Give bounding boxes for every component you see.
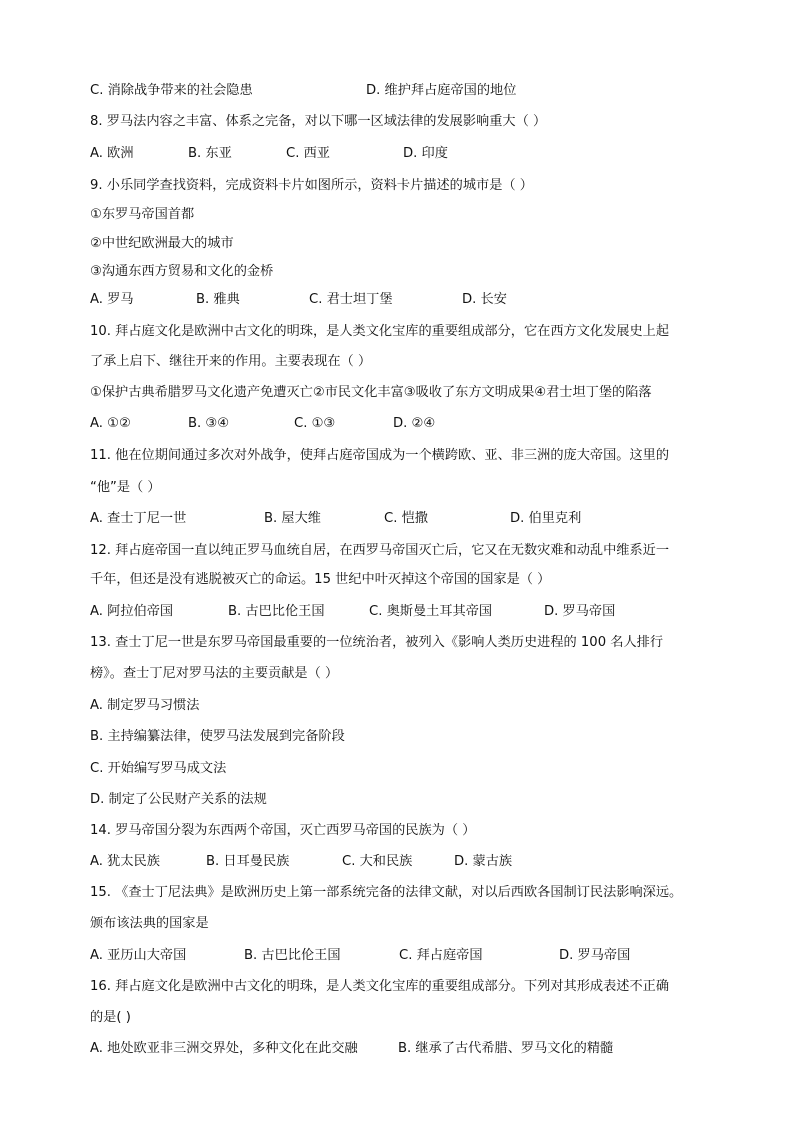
- q7-options-row: [90, 82, 517, 100]
- q10-option-c: C. ①③: [294, 416, 336, 431]
- q9-option-a: A. 罗马: [90, 292, 134, 307]
- q12-option-b: B. 古巴比伦王国: [228, 604, 325, 619]
- q15-option-a: A. 亚历山大帝国: [90, 948, 187, 963]
- q9-option-b: B. 雅典: [196, 292, 240, 307]
- q8-option-d: D. 印度: [403, 146, 448, 161]
- q12-option-a: A. 阿拉伯帝国: [90, 604, 174, 619]
- q15-stem-line1: 15. 《查士丁尼法典》是欧洲历史上第一部系统完备的法律文献，对以后西欧各国制订民法影响深远。: [90, 885, 683, 900]
- q8-option-a: A. 欧洲: [90, 146, 134, 161]
- q16-stem-line1: 16. 拜占庭文化是欧洲中古文化的明珠，是人类文化宝库的重要组成部分。下列对其形成表述不正确: [90, 979, 670, 994]
- q10-stem-line1: 10. 拜占庭文化是欧洲中古文化的明珠，是人类文化宝库的重要组成部分，它在西方文化发展史上起: [90, 324, 670, 339]
- q9-stem: 9. 小乐同学查找资料，完成资料卡片如图所示，资料卡片描述的城市是（ ）: [90, 178, 533, 193]
- q10-stem-line2: 了承上启下、继往开来的作用。主要表现在（ ）: [90, 354, 372, 369]
- q16-options-row: [90, 1040, 614, 1058]
- q11-stem-line2: “他”是（ ）: [90, 480, 161, 495]
- q9-option-c: C. 君士坦丁堡: [309, 292, 393, 307]
- q9-option-d: D. 长安: [462, 292, 507, 307]
- q9-options-row: [90, 291, 507, 309]
- q13-stem-line1: 13. 查士丁尼一世是东罗马帝国最重要的一位统治者，被列入《影响人类历史进程的 100 名人排行: [90, 635, 664, 650]
- q7-option-c: C. 消除战争带来的社会隐患: [90, 83, 253, 98]
- q14-stem: 14. 罗马帝国分裂为东西两个帝国，灭亡西罗马帝国的民族为（ ）: [90, 823, 476, 838]
- q12-stem-line1: 12. 拜占庭帝国一直以纯正罗马血统自居，在西罗马帝国灭亡后，它又在无数灾难和动乱中维系近一: [90, 543, 670, 558]
- q11-stem-line1: 11. 他在位期间通过多次对外战争，使拜占庭帝国成为一个横跨欧、亚、非三洲的庞大帝国。这里的: [90, 448, 670, 463]
- q8-option-b: B. 东亚: [188, 146, 232, 161]
- q13-option-b: B. 主持编纂法律，使罗马法发展到完备阶段: [90, 729, 345, 744]
- q13-option-a: A. 制定罗马习惯法: [90, 698, 200, 713]
- q10-options-row: [90, 415, 436, 433]
- q13-option-c: C. 开始编写罗马成文法: [90, 761, 227, 776]
- q10-option-b: B. ③④: [188, 416, 230, 431]
- q15-option-c: C. 拜占庭帝国: [399, 948, 483, 963]
- q9-item-1: ①东罗马帝国首都: [90, 207, 195, 222]
- q7-option-d: D. 维护拜占庭帝国的地位: [366, 83, 517, 98]
- q14-options-row: [90, 853, 513, 871]
- q14-option-c: C. 大和民族: [342, 854, 413, 869]
- q16-stem-line2: 的是( ): [90, 1010, 131, 1025]
- q13-stem-line2: 榜》。查士丁尼对罗马法的主要贡献是（ ）: [90, 666, 339, 681]
- q12-option-c: C. 奥斯曼土耳其帝国: [369, 604, 493, 619]
- q12-option-d: D. 罗马帝国: [544, 604, 616, 619]
- q15-options-row: [90, 947, 631, 965]
- q11-options-row: [90, 510, 582, 528]
- q10-option-a: A. ①②: [90, 416, 131, 431]
- q10-option-d: D. ②④: [393, 416, 436, 431]
- q11-option-a: A. 查士丁尼一世: [90, 511, 187, 526]
- q8-option-c: C. 西亚: [286, 146, 330, 161]
- q15-stem-line2: 颁布该法典的国家是: [90, 916, 209, 931]
- q12-options-row: [90, 603, 616, 621]
- q9-item-3: ③沟通东西方贸易和文化的金桥: [90, 264, 274, 279]
- q13-option-d: D. 制定了公民财产关系的法规: [90, 792, 267, 807]
- q10-items: ①保护古典希腊罗马文化遗产免遭灭亡②市民文化丰富③吸收了东方文明成果④君士坦丁堡的陷落: [90, 385, 652, 400]
- q14-option-a: A. 犹太民族: [90, 854, 160, 869]
- q16-option-a: A. 地处欧亚非三洲交界处，多种文化在此交融: [90, 1041, 358, 1056]
- q15-option-b: B. 古巴比伦王国: [244, 948, 341, 963]
- q14-option-b: B. 日耳曼民族: [206, 854, 290, 869]
- q11-option-b: B. 屋大维: [264, 511, 321, 526]
- q14-option-d: D. 蒙古族: [454, 854, 513, 869]
- q15-option-d: D. 罗马帝国: [559, 948, 631, 963]
- q8-options-row: [90, 145, 448, 163]
- q8-stem: 8. 罗马法内容之丰富、体系之完备，对以下哪一区域法律的发展影响重大（ ）: [90, 114, 547, 129]
- q9-item-2: ②中世纪欧洲最大的城市: [90, 236, 234, 251]
- q11-option-c: C. 恺撒: [384, 511, 428, 526]
- q12-stem-line2: 千年，但还是没有逃脱被灭亡的命运。15 世纪中叶灭掉这个帝国的国家是（ ）: [90, 572, 551, 587]
- q16-option-b: B. 继承了古代希腊、罗马文化的精髓: [398, 1041, 614, 1056]
- q11-option-d: D. 伯里克利: [510, 511, 582, 526]
